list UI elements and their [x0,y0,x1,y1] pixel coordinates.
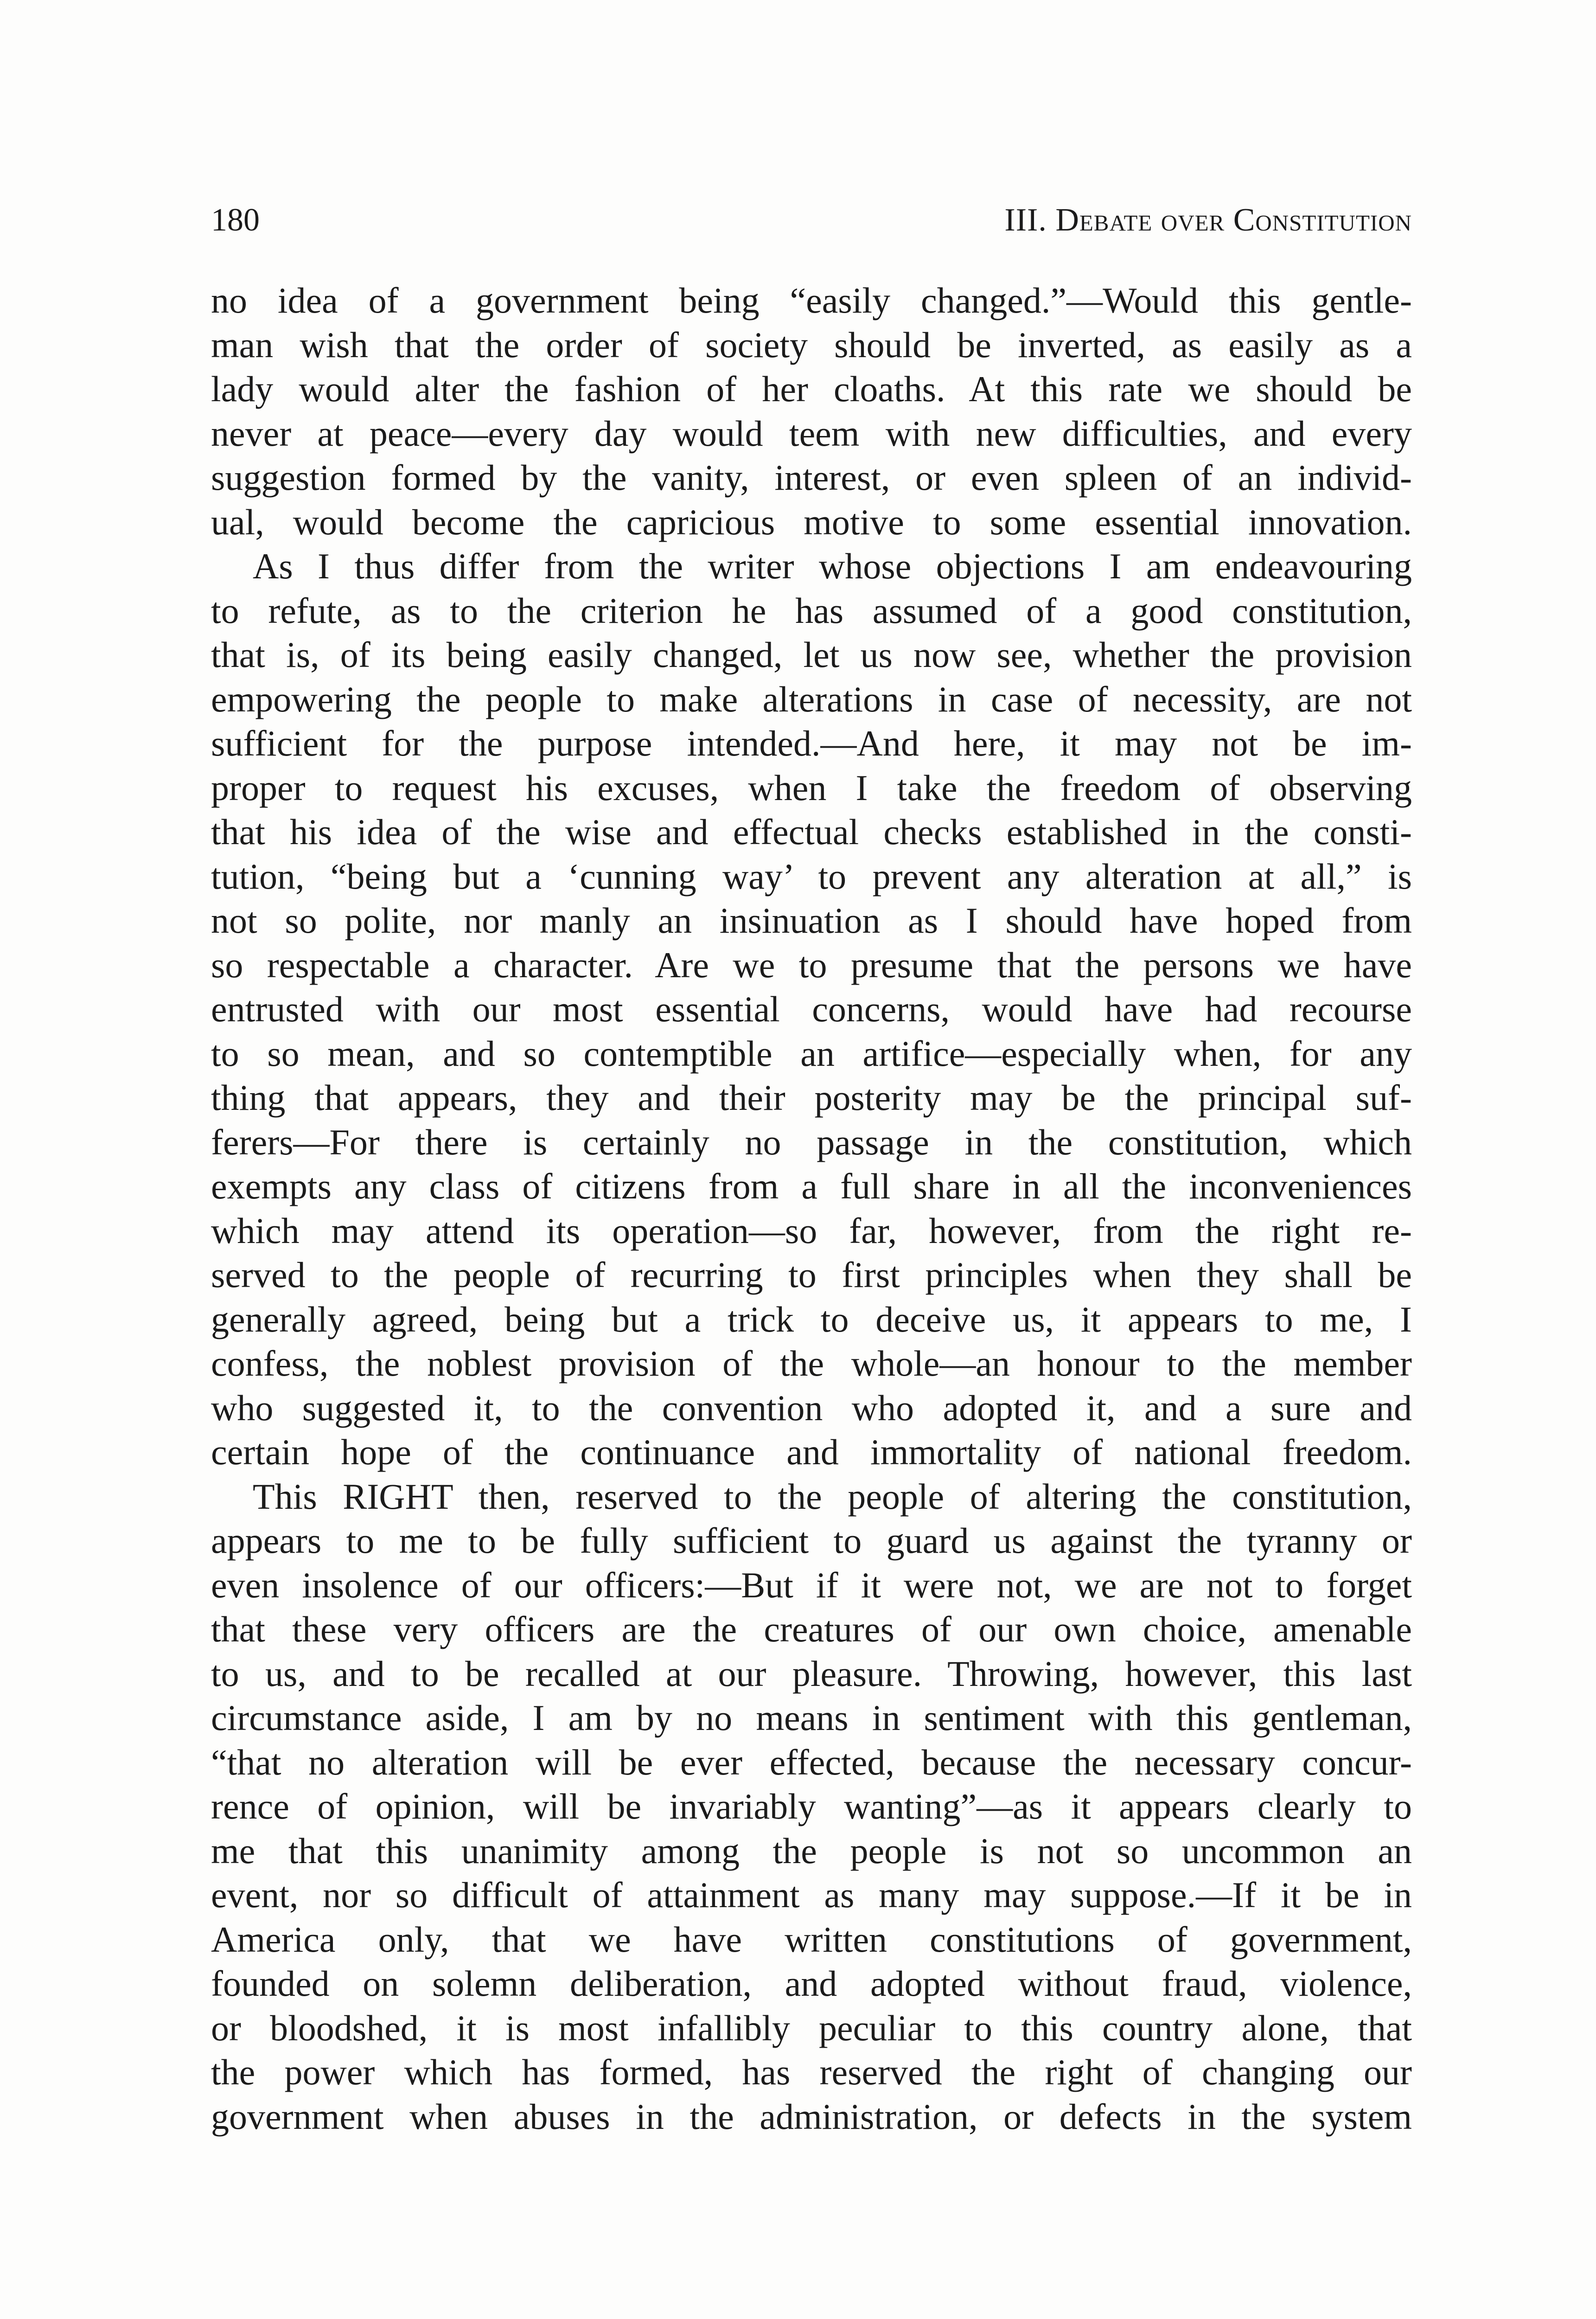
text-line: to refute, as to the criterion he has assumed of a good constitution, [211,590,1412,631]
text-line: ual, would become the capricious motive to some essential innovation. [211,501,1412,542]
text-line: that these very officers are the creatures of our own choice, amenable [211,1609,1412,1649]
text-line: man wish that the order of society should be inverted, as easily as a [211,324,1412,365]
text-line: the power which has formed, has reserved the right of changing our [211,2052,1412,2092]
text-line: to so mean, and so contemptible an artifice—especially when, for any [211,1033,1412,1074]
text-line: rence of opinion, will be invariably wanting”—as it appears clearly to [211,1786,1412,1826]
body-text [211,278,1412,2139]
text-line: lady would alter the fashion of her cloaths. At this rate we should be [211,369,1412,409]
text-line: who suggested it, to the convention who adopted it, and a sure and [211,1387,1412,1428]
text-line: event, nor so difficult of attainment as many may suppose.—If it be in [211,1875,1412,1915]
text-line: circumstance aside, I am by no means in sentiment with this gentleman, [211,1698,1412,1738]
text-line: no idea of a government being “easily changed.”—Would this gentle- [211,280,1412,320]
page-number: 180 [211,202,260,238]
text-line: This RIGHT then, reserved to the people of altering the constitution, [253,1476,1412,1517]
text-line: generally agreed, being but a trick to deceive us, it appears to me, I [211,1299,1412,1339]
text-line: that is, of its being easily changed, let us now see, whether the provision [211,634,1412,675]
text-line: founded on solemn deliberation, and adopted without fraud, violence, [211,1963,1412,2004]
text-line: As I thus differ from the writer whose objections I am endeavouring [253,546,1412,586]
text-line: ferers—For there is certainly no passage in the constitution, which [211,1121,1412,1162]
text-line: so respectable a character. Are we to presume that the persons we have [211,944,1412,985]
text-line: served to the people of recurring to first principles when they shall be [211,1255,1412,1295]
text-line: empowering the people to make alterations in case of necessity, are not [211,679,1412,719]
text-line: suggestion formed by the vanity, interest, or even spleen of an individ- [211,457,1412,498]
text-line: exempts any class of citizens from a full share in all the inconveniences [211,1166,1412,1206]
text-line: government when abuses in the administration, or defects in the system [211,2096,1412,2137]
section-title: III. Debate over Constitution [1004,202,1412,238]
text-line: America only, that we have written constitutions of government, [211,1919,1412,1960]
text-line: which may attend its operation—so far, however, from the right re- [211,1210,1412,1251]
text-line: confess, the noblest provision of the whole—an honour to the member [211,1343,1412,1384]
text-line: proper to request his excuses, when I take the freedom of observing [211,767,1412,808]
text-line: certain hope of the continuance and immortality of national freedom. [211,1432,1412,1472]
text-line: sufficient for the purpose intended.—And here, it may not be im- [211,723,1412,763]
text-line: entrusted with our most essential concerns, would have had recourse [211,989,1412,1029]
running-head [211,199,1412,241]
text-line: or bloodshed, it is most infallibly peculiar to this country alone, that [211,2007,1412,2048]
text-line: even insolence of our officers:—But if it were not, we are not to forget [211,1564,1412,1605]
text-line: to us, and to be recalled at our pleasure. Throwing, however, this last [211,1653,1412,1694]
text-line: me that this unanimity among the people is not so uncommon an [211,1830,1412,1871]
text-line: appears to me to be fully sufficient to guard us against the tyranny or [211,1520,1412,1561]
text-line: “that no alteration will be ever effected, because the necessary concur- [211,1742,1412,1782]
text-line: tution, “being but a ‘cunning way’ to prevent any alteration at all,” is [211,856,1412,897]
text-line: thing that appears, they and their posterity may be the principal suf- [211,1077,1412,1118]
text-line: never at peace—every day would teem with new difficulties, and every [211,413,1412,454]
text-line: not so polite, nor manly an insinuation as I should have hoped from [211,900,1412,941]
text-line: that his idea of the wise and effectual checks established in the consti- [211,812,1412,852]
